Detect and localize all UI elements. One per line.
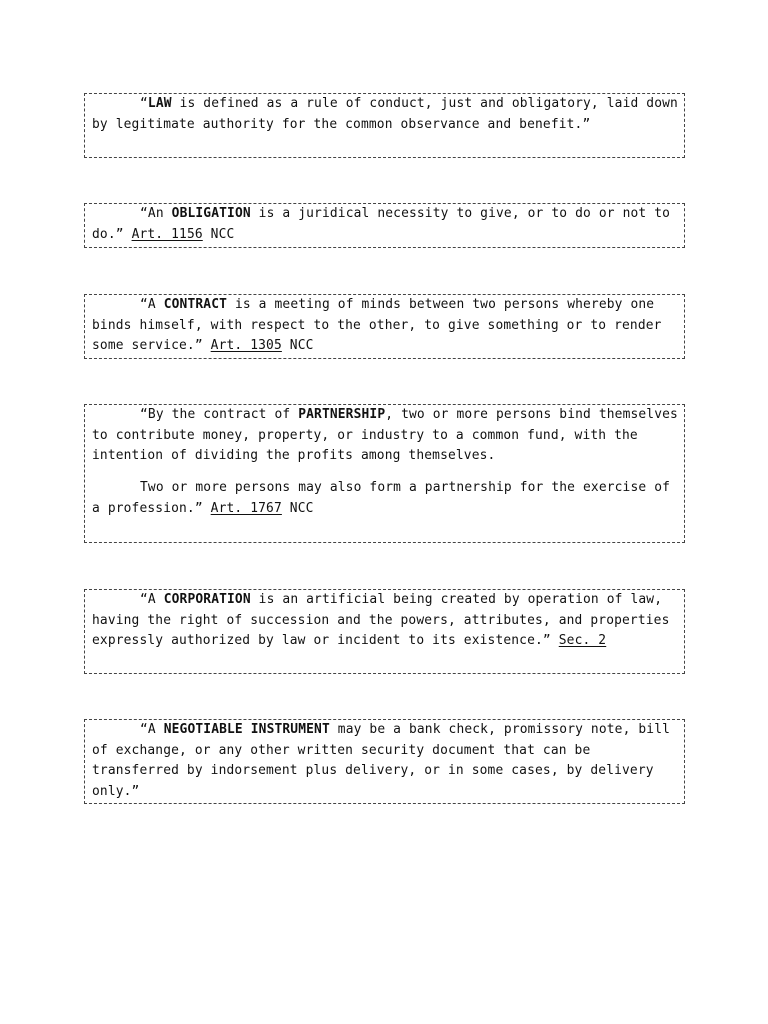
reference-suffix: NCC [281, 500, 314, 516]
definition-box-contract [84, 294, 685, 359]
definition-text [92, 405, 678, 467]
definition-text [92, 590, 678, 652]
definition-body: , two or more persons bind themselves to contribute money, property, or industry to a common fund, with the intention of dividing the profits among themselves. [92, 407, 678, 464]
definition-text [92, 204, 678, 245]
open-quote: “A [140, 592, 164, 607]
definition-box-corporation [84, 589, 685, 674]
definition-text [92, 94, 678, 135]
definition-text [92, 295, 678, 357]
reference-suffix: NCC [202, 226, 235, 242]
defined-term: PARTNERSHIP [298, 407, 386, 422]
open-quote: “ [140, 96, 148, 111]
definition-text [92, 720, 678, 803]
definition-body: may be a bank check, promissory note, bill of exchange, or any other written security document that can be transferred by indorsement plus delivery, or in some cases, by delivery only.” [92, 722, 671, 800]
definition-box-negotiable-instrument [84, 719, 685, 804]
definition-body: is a juridical necessity to give, or to do or not to do.” [92, 206, 671, 242]
definition-body: is an artificial being created by operation of law, having the right of succession and the powers, attributes, and properties expressly authorized by law or incident to its existence.” [92, 592, 670, 649]
definition-body-continued: Two or more persons may also form a partnership for the exercise of a profession.” [92, 480, 671, 516]
defined-term: OBLIGATION [171, 206, 251, 221]
open-quote: “By the contract of [140, 407, 299, 422]
defined-term: LAW [147, 96, 172, 111]
open-quote: “An [140, 206, 172, 221]
defined-term: CORPORATION [163, 592, 251, 607]
definition-body: is defined as a rule of conduct, just and obligatory, laid down by legitimate authority for the common observance and benefit.” [92, 96, 678, 132]
legal-reference: Art. 1305 [210, 338, 282, 354]
legal-reference: Art. 1156 [131, 226, 203, 242]
definition-text-continued [92, 478, 678, 519]
open-quote: “A [140, 297, 164, 312]
legal-reference: Sec. 2 [558, 633, 607, 649]
defined-term: CONTRACT [163, 297, 228, 312]
defined-term: NEGOTIABLE INSTRUMENT [163, 722, 330, 737]
open-quote: “A [140, 722, 164, 737]
reference-suffix: NCC [281, 338, 314, 354]
definition-box-law [84, 93, 685, 158]
definition-box-obligation [84, 203, 685, 248]
legal-reference: Art. 1767 [210, 500, 282, 516]
definition-body: is a meeting of minds between two persons whereby one binds himself, with respect to the other, to give something or to render some service.” [92, 297, 662, 354]
definition-box-partnership [84, 404, 685, 543]
